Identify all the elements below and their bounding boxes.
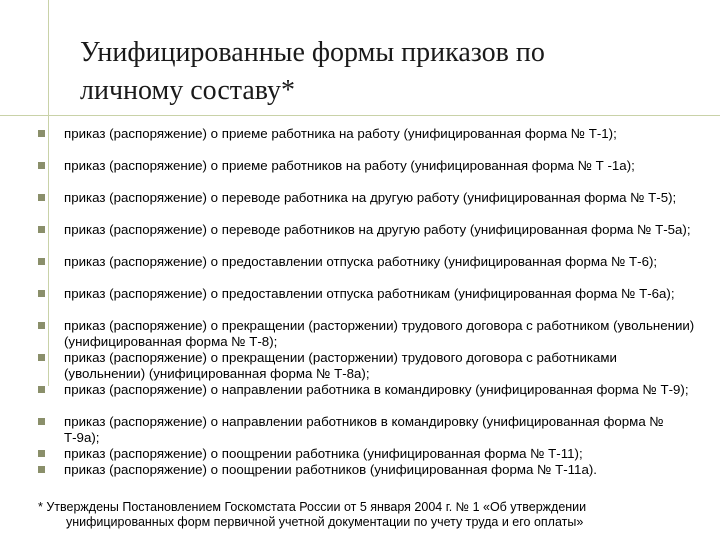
list-item <box>38 222 698 254</box>
list-item-text: приказ (распоряжение) о прекращении (расторжении) трудового договора с работником (увольнении) (унифицированная форма № Т-8); <box>64 318 695 349</box>
orders-list <box>38 126 698 478</box>
list-item-text: приказ (распоряжение) о приеме работника на работу (унифицированная форма № Т-1); <box>64 126 617 141</box>
square-bullet-icon <box>38 418 45 425</box>
square-bullet-icon <box>38 290 45 297</box>
square-bullet-icon <box>38 322 45 329</box>
list-item-text: приказ (распоряжение) о поощрении работников (унифицированная форма № Т-11а). <box>64 462 597 477</box>
list-item <box>38 462 698 478</box>
list-item <box>38 126 698 158</box>
list-item-text: приказ (распоряжение) о поощрении работника (унифицированная форма № Т-11); <box>64 446 583 461</box>
list-item-text: приказ (распоряжение) о переводе работников на другую работу (унифицированная форма № Т-5а); <box>64 222 691 237</box>
footnote-line-1: * Утверждены Постановлением Госкомстата России от 5 января 2004 г. № 1 «Об утверждении <box>38 500 587 514</box>
title-line-1: Унифицированные формы приказов по <box>80 37 545 68</box>
list-item <box>38 158 698 190</box>
list-item-text: приказ (распоряжение) о предоставлении отпуска работникам (унифицированная форма № Т-6а); <box>64 286 675 301</box>
list-item <box>38 414 698 446</box>
list-item <box>38 382 698 414</box>
list-item-text: приказ (распоряжение) о предоставлении отпуска работнику (унифицированная форма № Т-6); <box>64 254 658 269</box>
list-item <box>38 446 698 462</box>
square-bullet-icon <box>38 130 45 137</box>
square-bullet-icon <box>38 194 45 201</box>
page-title <box>80 34 680 110</box>
list-item-text: приказ (распоряжение) о направлении работников в командировку (унифицированная форма № Т-9а); <box>64 414 664 445</box>
list-item-text: приказ (распоряжение) о прекращении (расторжении) трудового договора с работниками (увольнении) (унифицированная форма № Т-8а); <box>64 350 617 381</box>
list-item-text: приказ (распоряжение) о направлении работника в командировку (унифицированная форма № Т-9); <box>64 382 689 397</box>
list-item-text: приказ (распоряжение) о переводе работника на другую работу (унифицированная форма № Т-5); <box>64 190 677 205</box>
square-bullet-icon <box>38 226 45 233</box>
square-bullet-icon <box>38 258 45 265</box>
list-item <box>38 286 698 318</box>
square-bullet-icon <box>38 466 45 473</box>
list-item <box>38 254 698 286</box>
footnote-line-2: унифицированных форм первичной учетной документации по учету труда и его оплаты» <box>66 515 584 529</box>
list-item <box>38 318 698 350</box>
footnote <box>38 500 688 530</box>
square-bullet-icon <box>38 354 45 361</box>
square-bullet-icon <box>38 162 45 169</box>
square-bullet-icon <box>38 386 45 393</box>
decorative-horizontal-rule <box>0 115 720 116</box>
list-item-text: приказ (распоряжение) о приеме работников на работу (унифицированная форма № Т -1а); <box>64 158 635 173</box>
title-line-2: личному составу* <box>80 75 296 106</box>
square-bullet-icon <box>38 450 45 457</box>
list-item <box>38 190 698 222</box>
list-item <box>38 350 698 382</box>
